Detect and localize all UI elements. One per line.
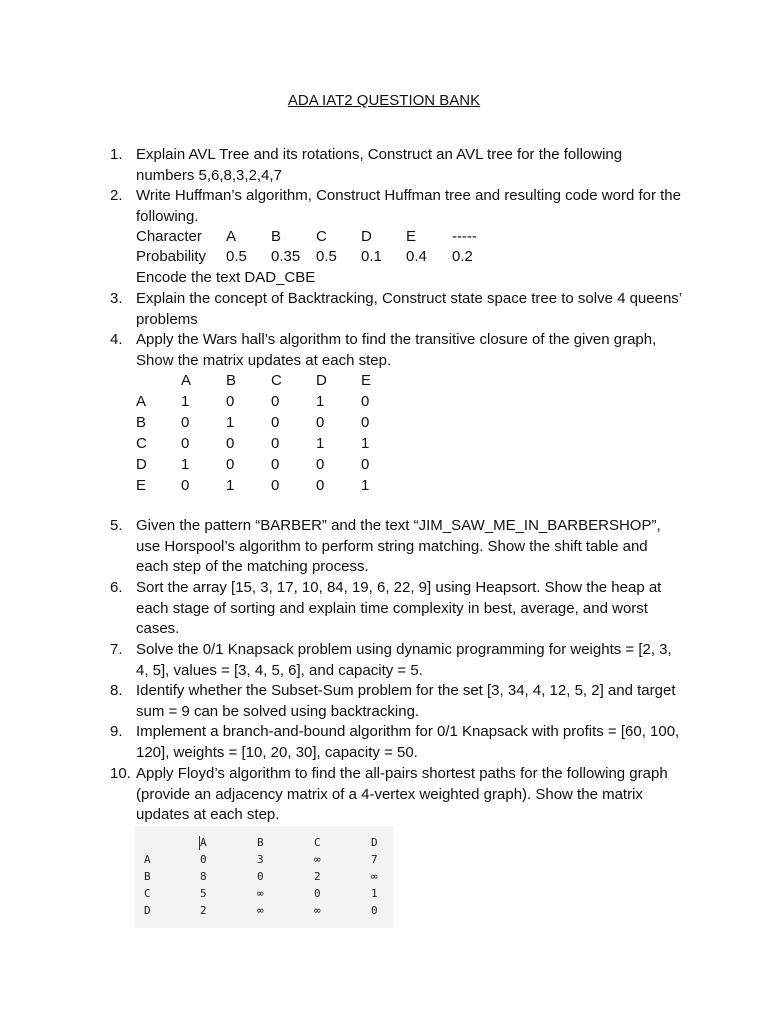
col-header: A bbox=[181, 372, 192, 389]
row-label: B bbox=[144, 870, 151, 883]
huffman-char: D bbox=[361, 228, 372, 245]
matrix-cell: 1 bbox=[316, 435, 325, 452]
matrix-cell: ∞ bbox=[257, 887, 264, 900]
col-header: E bbox=[361, 372, 372, 389]
matrix-cell: 1 bbox=[361, 435, 370, 452]
matrix-cell: 0 bbox=[257, 870, 264, 883]
huffman-char: E bbox=[406, 228, 417, 245]
matrix-row bbox=[136, 413, 396, 433]
matrix-row bbox=[135, 869, 393, 885]
row-label: C bbox=[136, 435, 147, 452]
question-number: 2. bbox=[110, 187, 123, 204]
col-header: D bbox=[371, 836, 378, 849]
matrix-cell: 1 bbox=[371, 887, 378, 900]
huffman-prob: 0.4 bbox=[406, 248, 427, 265]
matrix-cell: 1 bbox=[226, 477, 235, 494]
huffman-char: ----- bbox=[452, 228, 477, 245]
matrix-cell: 0 bbox=[226, 435, 235, 452]
question-number: 9. bbox=[110, 723, 123, 740]
matrix-cell: 0 bbox=[316, 477, 325, 494]
question-text: Given the pattern “BARBER” and the text “JIM_SAW_ME_IN_BARBERSHOP”, use Horspool’s algorithm to perform string matching. Show the shift table and each step of the matching process. bbox=[136, 517, 661, 576]
matrix-header-row bbox=[135, 835, 393, 851]
question-text: Solve the 0/1 Knapsack problem using dynamic programming for weights = [2, 3, 4, 5], values = [3, 4, 5, 6], and capacity = 5. bbox=[136, 641, 672, 679]
col-header: C bbox=[271, 372, 282, 389]
probability-label: Probability bbox=[136, 248, 207, 265]
matrix-cell: 0 bbox=[271, 477, 280, 494]
question-number: 10. bbox=[110, 765, 131, 782]
col-header: B bbox=[257, 836, 264, 849]
matrix-cell: 2 bbox=[200, 904, 207, 917]
question-text: Sort the array [15, 3, 17, 10, 84, 19, 6, 22, 9] using Heapsort. Show the heap at each stage of sorting and explain time complexity in best, average, and worst cases. bbox=[136, 579, 662, 638]
matrix-cell: 3 bbox=[257, 853, 264, 866]
col-header: A bbox=[200, 836, 207, 849]
matrix-cell: 0 bbox=[181, 414, 190, 431]
matrix-row bbox=[136, 434, 396, 454]
matrix-cell: 0 bbox=[226, 393, 235, 410]
matrix-cell: 0 bbox=[271, 435, 280, 452]
matrix-row bbox=[136, 455, 396, 475]
matrix-cell: ∞ bbox=[314, 904, 321, 917]
huffman-char: A bbox=[226, 228, 237, 245]
matrix-cell: 5 bbox=[200, 887, 207, 900]
matrix-cell: 1 bbox=[181, 393, 190, 410]
matrix-cell: 7 bbox=[371, 853, 378, 866]
huffman-prob: 0.5 bbox=[226, 248, 247, 265]
encode-text: Encode the text DAD_CBE bbox=[136, 269, 316, 286]
matrix-cell: 8 bbox=[200, 870, 207, 883]
huffman-char: C bbox=[316, 228, 327, 245]
col-header: C bbox=[314, 836, 321, 849]
col-header: D bbox=[316, 372, 327, 389]
matrix-cell: 0 bbox=[361, 456, 370, 473]
huffman-prob: 0.35 bbox=[271, 248, 301, 265]
huffman-char: B bbox=[271, 228, 282, 245]
row-label: A bbox=[144, 853, 151, 866]
matrix-cell: 0 bbox=[314, 887, 321, 900]
matrix-cell: 1 bbox=[316, 393, 325, 410]
question-text: Explain the concept of Backtracking, Construct state space tree to solve 4 queens’ problems bbox=[136, 290, 682, 328]
huffman-prob: 0.2 bbox=[452, 248, 473, 265]
matrix-row bbox=[136, 476, 396, 496]
matrix-cell: 0 bbox=[271, 414, 280, 431]
matrix-cell: ∞ bbox=[257, 904, 264, 917]
matrix-header-row bbox=[136, 371, 396, 391]
col-header: B bbox=[226, 372, 237, 389]
matrix-cell: 0 bbox=[181, 435, 190, 452]
matrix-cell: 1 bbox=[361, 477, 370, 494]
row-label: B bbox=[136, 414, 147, 431]
matrix-row bbox=[135, 886, 393, 902]
matrix-cell: 0 bbox=[271, 456, 280, 473]
matrix-cell: 0 bbox=[200, 853, 207, 866]
matrix-cell: 1 bbox=[181, 456, 190, 473]
question-text: Write Huffman’s algorithm, Construct Huffman tree and resulting code word for the following. bbox=[136, 187, 681, 225]
row-label: D bbox=[136, 456, 147, 473]
matrix-cell: ∞ bbox=[371, 870, 378, 883]
question-number: 1. bbox=[110, 146, 123, 163]
matrix-cell: 2 bbox=[314, 870, 321, 883]
huffman-prob: 0.5 bbox=[316, 248, 337, 265]
question-text: Identify whether the Subset-Sum problem for the set [3, 34, 4, 12, 5, 2] and target sum = 9 can be solved using backtracking. bbox=[136, 682, 676, 720]
matrix-cell: 0 bbox=[361, 414, 370, 431]
question-text: Implement a branch-and-bound algorithm for 0/1 Knapsack with profits = [60, 100, 120], weights = [10, 20, 30], capacity = 50. bbox=[136, 723, 680, 761]
matrix-row bbox=[135, 852, 393, 868]
matrix-cell: 0 bbox=[361, 393, 370, 410]
matrix-cell: 0 bbox=[181, 477, 190, 494]
question-number: 5. bbox=[110, 517, 123, 534]
question-number: 8. bbox=[110, 682, 123, 699]
question-number: 6. bbox=[110, 579, 123, 596]
page-title: ADA IAT2 QUESTION BANK bbox=[287, 92, 481, 109]
question-number: 4. bbox=[110, 331, 123, 348]
matrix-cell: 0 bbox=[316, 414, 325, 431]
matrix-cell: 0 bbox=[271, 393, 280, 410]
question-number: 7. bbox=[110, 641, 123, 658]
matrix-cell: ∞ bbox=[314, 853, 321, 866]
row-label: A bbox=[136, 393, 147, 410]
matrix-row bbox=[136, 392, 396, 412]
row-label: D bbox=[144, 904, 151, 917]
matrix-row bbox=[135, 903, 393, 919]
question-text: Apply the Wars hall’s algorithm to find the transitive closure of the given graph, Show the matrix updates at each step. bbox=[136, 331, 657, 369]
huffman-prob: 0.1 bbox=[361, 248, 382, 265]
row-label: E bbox=[136, 477, 147, 494]
matrix-cell: 0 bbox=[316, 456, 325, 473]
floyd-matrix-image bbox=[135, 826, 393, 928]
matrix-cell: 0 bbox=[371, 904, 378, 917]
matrix-cell: 1 bbox=[226, 414, 235, 431]
question-text: Explain AVL Tree and its rotations, Construct an AVL tree for the following numbers 5,6,8,3,2,4,7 bbox=[136, 146, 623, 184]
question-number: 3. bbox=[110, 290, 123, 307]
question-text: Apply Floyd’s algorithm to find the all-pairs shortest paths for the following graph (provide an adjacency matrix of a 4-vertex weighted graph). Show the matrix updates at each step. bbox=[136, 765, 668, 824]
character-label: Character bbox=[136, 228, 202, 245]
matrix-cell: 0 bbox=[226, 456, 235, 473]
row-label: C bbox=[144, 887, 151, 900]
